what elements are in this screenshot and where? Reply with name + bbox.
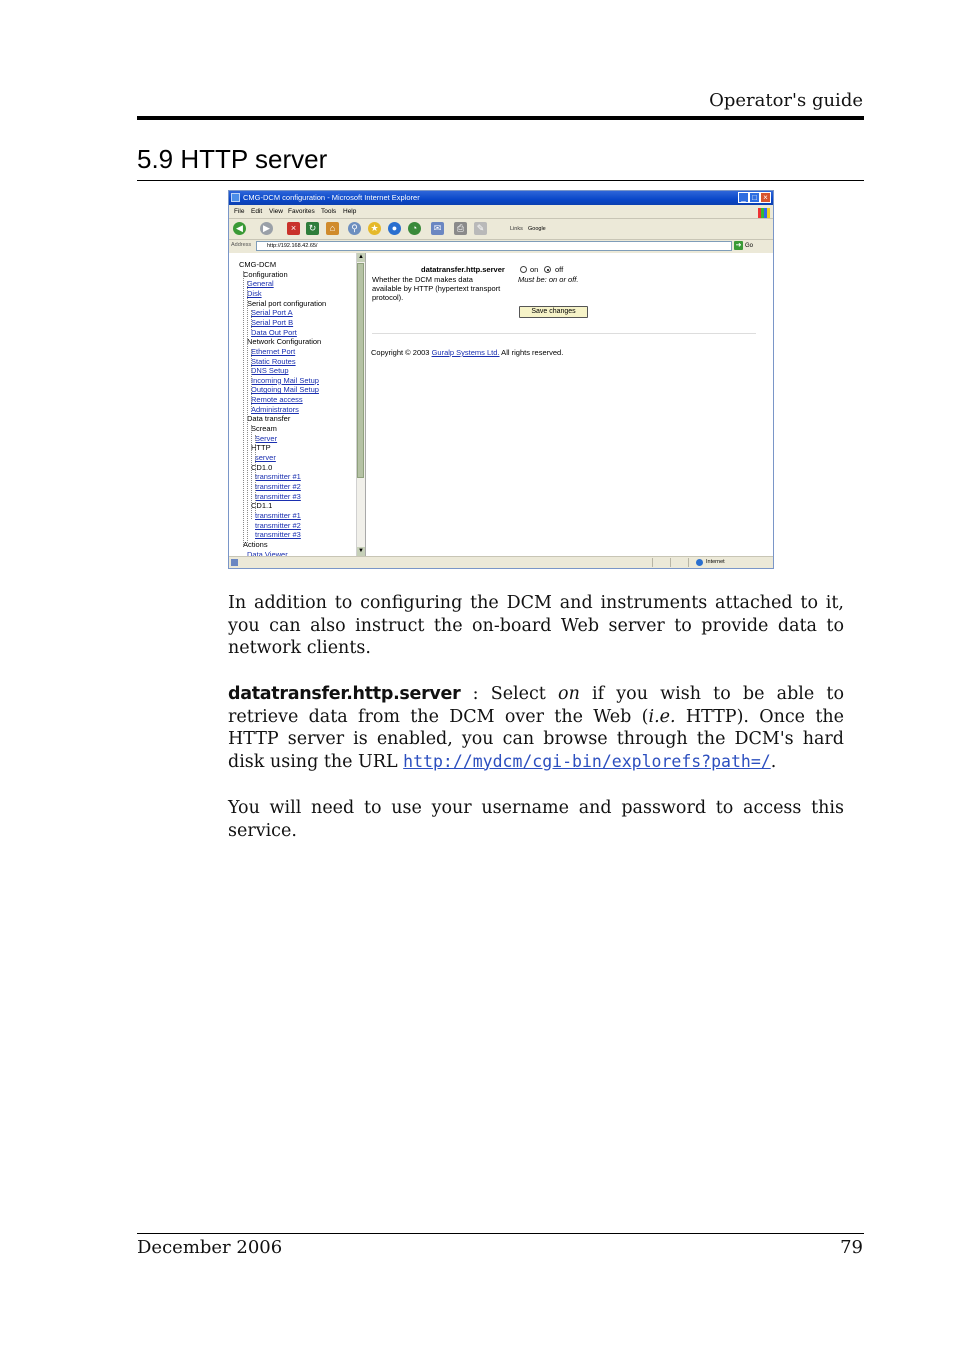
running-header: Operator's guide [709,90,863,111]
nav-link[interactable]: Disk [247,288,262,298]
menu-help[interactable]: Help [343,208,357,215]
stop-icon[interactable]: × [287,222,300,235]
favorites-icon[interactable]: ★ [368,222,381,235]
scroll-down-icon[interactable]: ▼ [358,548,364,554]
must-be-hint: Must be: on or off. [518,275,579,284]
sidebar-scrollbar[interactable] [356,253,365,556]
nav-link[interactable]: Static Routes [251,356,296,366]
text-run: HTTP). Once the HTTP server is enabled, you can browse through the DCM's hard disk using the URL [228,706,844,772]
nav-link[interactable]: Administrators [251,404,299,414]
header-rule [137,116,864,120]
go-arrow-icon: ➜ [735,242,742,249]
minimize-icon[interactable]: _ [738,192,749,203]
links-label: Links [510,226,523,232]
config-nav-tree [229,253,366,556]
search-icon[interactable]: ⚲ [348,222,361,235]
radio-on[interactable] [520,266,527,273]
menu-file[interactable]: File [234,208,245,215]
paragraph-credentials [228,797,844,842]
maximize-icon[interactable]: □ [749,192,760,203]
status-divider [670,558,671,567]
nav-link[interactable]: Data Viewer [247,549,288,556]
footer-rule [137,1233,864,1234]
setting-desc-line: Whether the DCM makes data [372,275,473,284]
nav-link[interactable]: General [247,279,274,289]
page-icon [231,559,238,566]
nav-heading: Actions [243,539,268,549]
nav-link[interactable]: Server [255,433,278,443]
nav-link[interactable]: Remote access [251,395,303,405]
nav-link[interactable]: Ethernet Port [251,346,296,356]
copyright-prefix: Copyright © 2003 [371,348,432,357]
copyright-suffix: All rights reserved. [499,348,564,357]
text-run: : Select [460,684,559,704]
nav-link[interactable]: transmitter #2 [255,481,301,491]
address-input[interactable]: http://192.168.42.65/ [256,241,732,251]
text-run: if you wish to be able to retrieve data from the DCM over the Web ( [228,684,844,727]
close-icon[interactable]: × [760,192,771,203]
content-pane [366,253,773,556]
go-label: Go [745,243,754,249]
scroll-up-icon[interactable]: ▲ [358,254,364,260]
nav-link[interactable]: transmitter #3 [255,530,301,540]
paragraph-credentials-text: You will need to use your username and password to access this service. [228,798,844,841]
mail-icon[interactable]: ✉ [431,222,444,235]
nav-heading: Configuration [243,269,288,279]
print-icon[interactable]: ⎙ [454,222,467,235]
home-icon[interactable]: ⌂ [326,222,339,235]
window-title: CMG-DCM configuration - Microsoft Internet Explorer [243,193,420,202]
footer-date: December 2006 [137,1237,283,1258]
copyright-link[interactable]: Guralp Systems Ltd. [431,348,500,357]
address-bar [229,240,773,252]
back-icon[interactable]: ◀ [233,222,246,235]
status-zone: Internet [706,559,725,565]
tree-guide-line [251,425,252,519]
browser-screenshot [228,190,774,569]
nav-link[interactable]: Data Out Port [251,327,297,337]
setting-name: datatransfer.http.server [421,265,505,274]
text-run: . [770,751,777,772]
nav-link[interactable]: server [255,453,276,462]
content-divider [372,333,756,334]
google-link[interactable]: Google [528,226,546,232]
nav-link[interactable]: Outgoing Mail Setup [251,385,319,395]
status-bar [229,556,773,569]
menu-bar [229,206,773,219]
nav-heading: Data transfer [247,414,291,424]
copyright-line [371,348,563,357]
save-changes-button[interactable]: Save changes [519,306,588,318]
tree-guide-line [255,435,256,513]
windows-flag-icon [758,208,770,218]
radio-on-label: on [530,265,539,274]
section-title: 5.9 HTTP server [137,144,328,174]
nav-heading: CMG-DCM [239,260,277,269]
ie-logo-icon [231,193,240,202]
page-number: 79 [840,1237,863,1258]
paragraph-setting [228,683,844,773]
nav-heading: Serial port configuration [247,298,327,308]
menu-edit[interactable]: Edit [251,208,263,215]
menu-favorites[interactable]: Favorites [288,208,315,215]
tree-guide-line [251,349,252,409]
nav-heading: CD1.1 [251,501,273,511]
browser-toolbar [229,219,773,240]
edit-icon[interactable]: ✎ [474,222,487,235]
nav-heading: CD1.0 [251,462,273,472]
forward-icon[interactable]: ▶ [260,222,273,235]
setting-desc-line: protocol). [372,293,404,302]
nav-heading: Scream [251,424,277,434]
status-divider [652,558,653,567]
browser-titlebar [229,191,773,205]
setting-term: datatransfer.http.server [228,684,461,704]
option-on-emphasis: on [558,684,580,704]
go-button[interactable] [734,241,768,251]
explorefs-url-link[interactable]: http://mydcm/cgi-bin/explorefs?path=/ [403,751,771,771]
nav-link[interactable]: Incoming Mail Setup [251,375,319,385]
globe-icon [696,559,703,566]
nav-link[interactable]: transmitter #3 [255,491,301,501]
tree-guide-line [247,281,248,543]
radio-off[interactable] [544,266,551,273]
ie-emphasis: i.e. [648,706,676,727]
nav-link[interactable]: Serial Port B [251,317,294,327]
radio-off-label: off [555,265,564,274]
nav-link[interactable]: Serial Port A [251,308,293,318]
address-label: Address [231,242,252,248]
setting-desc-line: available by HTTP (hypertext transport [372,284,501,293]
tree-guide-line [251,310,252,330]
nav-heading: Network Configuration [247,337,322,347]
scroll-thumb[interactable] [357,263,364,478]
nav-link[interactable]: transmitter #1 [255,510,301,520]
menu-view[interactable]: View [269,208,283,215]
nav-heading: HTTP [251,443,271,453]
paragraph-intro [228,592,844,660]
history-icon[interactable]: ◔ [408,222,421,235]
nav-link[interactable]: transmitter #1 [255,472,301,482]
status-divider [688,558,689,567]
tree-guide-line [243,271,244,545]
refresh-icon[interactable]: ↻ [306,222,319,235]
paragraph-intro-text: In addition to configuring the DCM and instruments attached to it, you can also instruct the on-board Web server to provide data to network clients. [228,593,844,658]
nav-link[interactable]: DNS Setup [251,366,289,376]
title-rule [137,180,864,181]
media-icon[interactable]: ● [388,222,401,235]
menu-tools[interactable]: Tools [321,208,337,215]
nav-link[interactable]: transmitter #2 [255,520,301,530]
